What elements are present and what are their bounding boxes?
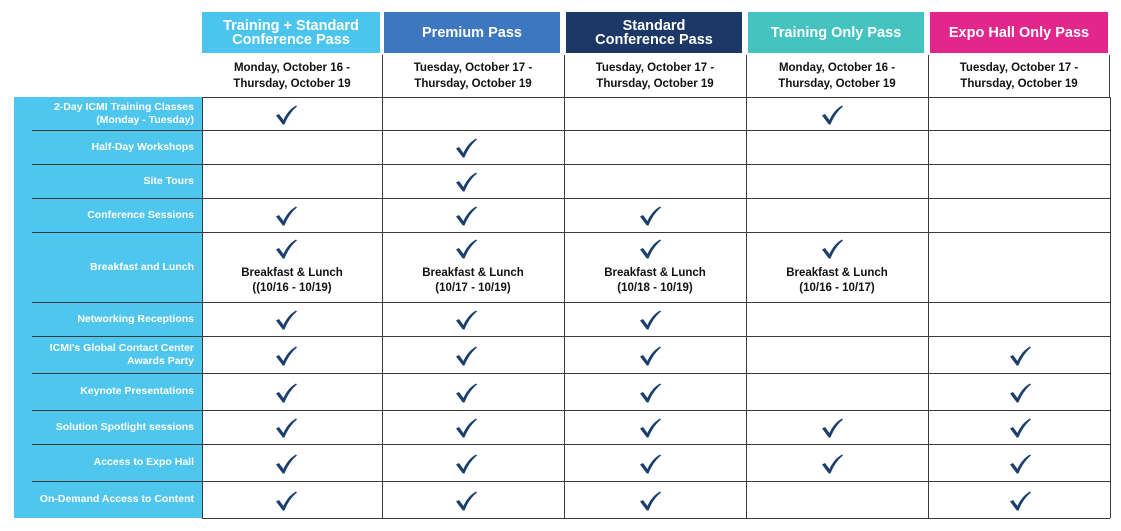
checkmark-icon: [637, 417, 663, 439]
meal-note: [207, 266, 377, 296]
pass-dates: [564, 55, 746, 97]
feature-label-line1: Solution Spotlight sessions: [55, 420, 194, 433]
row-divider: [32, 130, 1110, 131]
meal-note-line1: Breakfast & Lunch: [422, 267, 524, 279]
row-divider: [32, 373, 1110, 374]
header-standard-pass: [566, 12, 742, 53]
dates-line1: Monday, October 16 -: [778, 62, 896, 74]
pass-dates: [382, 55, 564, 97]
checkmark-icon: [453, 382, 479, 404]
row-divider: [202, 97, 1110, 98]
checkmark-icon: [637, 238, 663, 260]
column-divider: [564, 55, 565, 97]
pass-name-line1: Premium Pass: [422, 24, 522, 41]
meal-note: [570, 266, 740, 296]
column-divider: [564, 97, 565, 518]
feature-row-label: [14, 444, 196, 481]
feature-row-label: [14, 130, 196, 164]
dates-line2: Thursday, October 19: [778, 78, 896, 90]
row-divider: [32, 164, 1110, 165]
feature-label-line1: ICMI's Global Contact Center: [49, 341, 194, 354]
checkmark-icon: [637, 205, 663, 227]
checkmark-icon: [1007, 417, 1033, 439]
column-divider: [746, 97, 747, 518]
checkmark-icon: [273, 238, 299, 260]
meal-note: [388, 266, 558, 296]
checkmark-icon: [453, 345, 479, 367]
feature-label-line1: Breakfast and Lunch: [90, 260, 194, 273]
checkmark-icon: [637, 309, 663, 331]
checkmark-icon: [273, 345, 299, 367]
row-divider: [32, 302, 1110, 303]
feature-row-label: [14, 198, 196, 232]
checkmark-icon: [273, 205, 299, 227]
feature-label-line1: Access to Expo Hall: [93, 456, 194, 468]
feature-label-line1: Keynote Presentations: [80, 385, 194, 397]
dates-line1: Tuesday, October 17 -: [413, 62, 533, 74]
dates-line2: Thursday, October 19: [960, 78, 1078, 90]
checkmark-icon: [453, 238, 479, 260]
pass-name-line1: Expo Hall Only Pass: [948, 24, 1090, 41]
row-divider: [32, 444, 1110, 445]
meal-note-line1: Breakfast & Lunch: [241, 267, 343, 279]
checkmark-icon: [273, 104, 299, 126]
checkmark-icon: [637, 490, 663, 512]
checkmark-icon: [1007, 382, 1033, 404]
row-divider: [32, 232, 1110, 233]
meal-note-line2: (10/17 - 10/19): [435, 282, 511, 294]
pass-name-line1: Training + Standard: [223, 17, 359, 34]
column-divider: [746, 55, 747, 97]
feature-row-label: [14, 232, 196, 302]
checkmark-icon: [819, 238, 845, 260]
pass-dates: [202, 55, 382, 97]
feature-label-line1: 2-Day ICMI Training Classes: [53, 100, 194, 113]
column-divider: [1109, 55, 1110, 97]
dates-line1: Tuesday, October 17 -: [959, 62, 1079, 74]
checkmark-icon: [273, 382, 299, 404]
checkmark-icon: [453, 453, 479, 475]
pass-name-line1: Standard: [622, 17, 686, 34]
feature-label-line2: Awards Party: [127, 354, 194, 367]
checkmark-icon: [273, 490, 299, 512]
checkmark-icon: [273, 417, 299, 439]
checkmark-icon: [453, 309, 479, 331]
checkmark-icon: [1007, 490, 1033, 512]
row-divider: [32, 336, 1110, 337]
pass-name-line1: Training Only Pass: [770, 24, 902, 41]
feature-label-line1: Conference Sessions: [87, 208, 194, 221]
meal-note-line2: ((10/16 - 10/19): [252, 282, 332, 294]
column-divider: [382, 97, 383, 518]
checkmark-icon: [1007, 453, 1033, 475]
pass-dates: [746, 55, 928, 97]
checkmark-icon: [453, 490, 479, 512]
checkmark-icon: [819, 417, 845, 439]
row-divider: [202, 518, 1110, 519]
feature-row-label: [14, 481, 196, 518]
meal-note: [752, 266, 922, 296]
checkmark-icon: [273, 453, 299, 475]
meal-note-line2: (10/18 - 10/19): [617, 282, 693, 294]
checkmark-icon: [453, 417, 479, 439]
pass-name-line2: Conference Pass: [595, 31, 713, 48]
meal-note-line1: Breakfast & Lunch: [604, 267, 706, 279]
dates-line2: Thursday, October 19: [414, 78, 532, 90]
header-expo-hall-only-pass: [930, 12, 1108, 53]
dates-line2: Thursday, October 19: [233, 78, 351, 90]
pass-dates: [928, 55, 1110, 97]
pass-name-line2: Conference Pass: [232, 31, 350, 48]
column-divider: [202, 97, 203, 518]
column-divider: [928, 55, 929, 97]
checkmark-icon: [637, 453, 663, 475]
checkmark-icon: [819, 453, 845, 475]
dates-line1: Monday, October 16 -: [233, 62, 351, 74]
feature-row-label: [14, 336, 196, 373]
header-training-standard-pass: [202, 12, 380, 53]
checkmark-icon: [1007, 345, 1033, 367]
meal-note-line2: (10/16 - 10/17): [799, 282, 875, 294]
feature-label-line2: (Monday - Tuesday): [96, 113, 194, 126]
feature-label-line1: Half-Day Workshops: [91, 140, 194, 153]
feature-row-label: [14, 164, 196, 198]
feature-row-label: [14, 97, 196, 130]
column-divider: [928, 97, 929, 518]
dates-line1: Tuesday, October 17 -: [595, 62, 715, 74]
column-divider: [1110, 97, 1111, 518]
feature-row-label: [14, 373, 196, 410]
header-premium-pass: [384, 12, 560, 53]
meal-note-line1: Breakfast & Lunch: [786, 267, 888, 279]
row-divider: [32, 481, 1110, 482]
checkmark-icon: [453, 137, 479, 159]
row-divider: [32, 410, 1110, 411]
feature-row-label: [14, 410, 196, 444]
checkmark-icon: [637, 345, 663, 367]
checkmark-icon: [273, 309, 299, 331]
column-divider: [382, 55, 383, 97]
feature-label-line1: Site Tours: [143, 174, 194, 187]
row-divider: [32, 198, 1110, 199]
feature-label-line1: On-Demand Access to Content: [39, 493, 194, 505]
header-training-only-pass: [748, 12, 924, 53]
feature-row-label: [14, 302, 196, 336]
checkmark-icon: [453, 171, 479, 193]
feature-label-line1: Networking Receptions: [77, 312, 194, 325]
checkmark-icon: [637, 382, 663, 404]
checkmark-icon: [819, 104, 845, 126]
dates-line2: Thursday, October 19: [596, 78, 714, 90]
checkmark-icon: [453, 205, 479, 227]
